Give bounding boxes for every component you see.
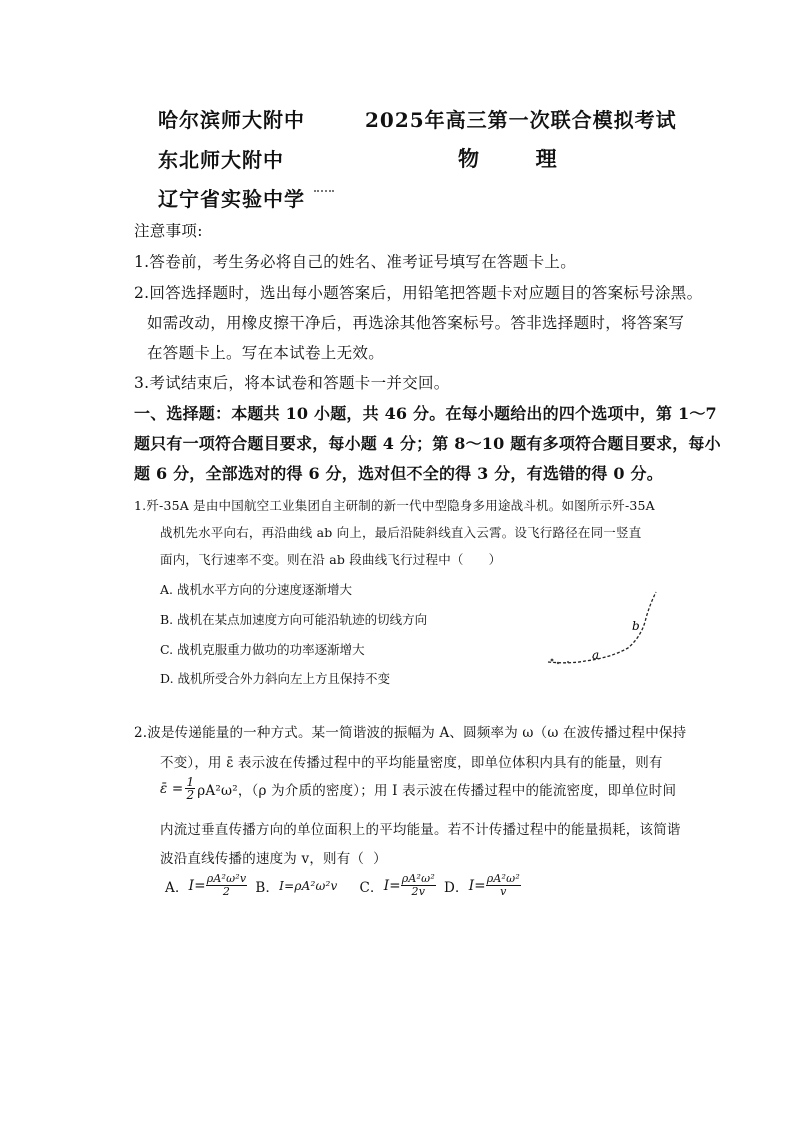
figure-label-a: a: [592, 648, 600, 662]
notes-heading: 注意事项:: [134, 222, 203, 240]
q1-option-d: D. 战机所受合外力斜向左上方且保持不变: [160, 671, 391, 686]
q2-option-d-label: D．: [443, 879, 469, 896]
q2-option-c-label: C．: [359, 879, 384, 896]
note-item-3: 3.考试结束后，将本试卷和答题卡一并交回。: [134, 374, 450, 392]
scan-mark: [314, 190, 334, 195]
figure-label-b: b: [632, 619, 640, 633]
q2-formula-line: [160, 776, 676, 801]
q1-option-c: C. 战机克服重力做功的功率逐渐增大: [160, 642, 365, 657]
note-item-2-cont2: 在答题卡上。写在本试卷上无效。: [147, 344, 385, 362]
q2-option-c-fraction: $\frac{\text{ρA²ω²}}{2v}$: [401, 872, 435, 898]
school-name-1: 哈尔滨师大附中: [158, 108, 305, 132]
note-item-2-cont: 如需改动，用橡皮擦干净后，再选涂其他答案标号。答非选择题时，将答案写: [147, 314, 685, 332]
q2-stem-line-1: 2.波是传递能量的一种方式。某一简谐波的振幅为 A、圆频率为 ω（ω 在波传播过程中保持: [134, 725, 687, 741]
q2-option-a-fraction: $\frac{\text{ρA²ω²v}}{2}$: [206, 872, 247, 898]
section-instructions-1: 一、选择题：本题共 10 小题，共 46 分。在每小题给出的四个选项中，第 1～7: [134, 404, 717, 423]
q1-stem-line-1: 1.歼-35A 是由中国航空工业集团自主研制的新一代中型隐身多用途战斗机。如图所示歼-35A: [134, 498, 655, 513]
flight-path-curve: [548, 592, 656, 663]
formula-lhs: ε̄ =: [160, 780, 184, 797]
q2-stem-line-5: 波沿直线传播的速度为 v，则有（ ）: [160, 851, 387, 867]
aircraft-dot: [567, 661, 569, 663]
q2-option-b-text: I=ρA²ω²v: [279, 878, 338, 893]
q2-option-c-lhs: I=: [383, 877, 401, 894]
q1-option-a: A. 战机水平方向的分速度逐渐增大: [160, 582, 352, 597]
exam-title: 2025年高三第一次联合模拟考试: [365, 108, 677, 132]
section-instructions-2: 题只有一项符合题目要求，每小题 4 分；第 8～10 题有多项符合题目要求，每小: [134, 434, 721, 453]
q2-stem-line-2: 不变），用 ε̄ 表示波在传播过程中的平均能量密度，即单位体积内具有的能量，则有: [160, 755, 663, 771]
q1-stem-line-2: 战机先水平向右，再沿曲线 ab 向上，最后沿陡斜线直入云霄。设飞行路径在同一竖直: [160, 525, 642, 540]
aircraft-dot: [551, 659, 554, 662]
q1-stem-line-3: 面内，飞行速率不变。则在沿 ab 段曲线飞行过程中（ ）: [160, 552, 502, 567]
q1-option-b: B. 战机在某点加速度方向可能沿轨迹的切线方向: [160, 612, 428, 627]
formula-fraction: $\frac{1}{2}$: [186, 775, 195, 802]
section-instructions-3: 题 6 分，全部选对的得 6 分，选对但不全的得 3 分，有选错的得 0 分。: [134, 464, 663, 483]
subject-title: 物 理: [458, 146, 571, 171]
note-item-1: 1.答卷前，考生务必将自己的姓名、准考证号填写在答题卡上。: [134, 253, 576, 271]
q2-options-row: [165, 873, 521, 898]
q2-option-a-lhs: I=: [188, 877, 206, 894]
school-name-3: 辽宁省实验中学: [158, 187, 305, 211]
formula-rhs: ρA²ω²，（ρ 为介质的密度）；用 I 表示波在传播过程中的能流密度，即单位时间: [197, 782, 677, 799]
q1-flight-path-figure: [540, 590, 665, 675]
q2-stem-line-4: 内流过垂直传播方向的单位面积上的平均能量。若不计传播过程中的能量损耗，该简谐: [160, 822, 681, 838]
aircraft-dot: [557, 662, 559, 664]
q2-option-a-label: A．: [165, 879, 189, 896]
school-name-2: 东北师大附中: [158, 148, 284, 172]
note-item-2: 2.回答选择题时，选出每小题答案后，用铅笔把答题卡对应题目的答案标号涂黑。: [134, 284, 703, 302]
q2-option-d-fraction: $\frac{\text{ρA²ω²}}{v}$: [486, 872, 520, 898]
q2-option-b-label: B．: [255, 879, 280, 896]
q2-option-d-lhs: I=: [468, 877, 486, 894]
